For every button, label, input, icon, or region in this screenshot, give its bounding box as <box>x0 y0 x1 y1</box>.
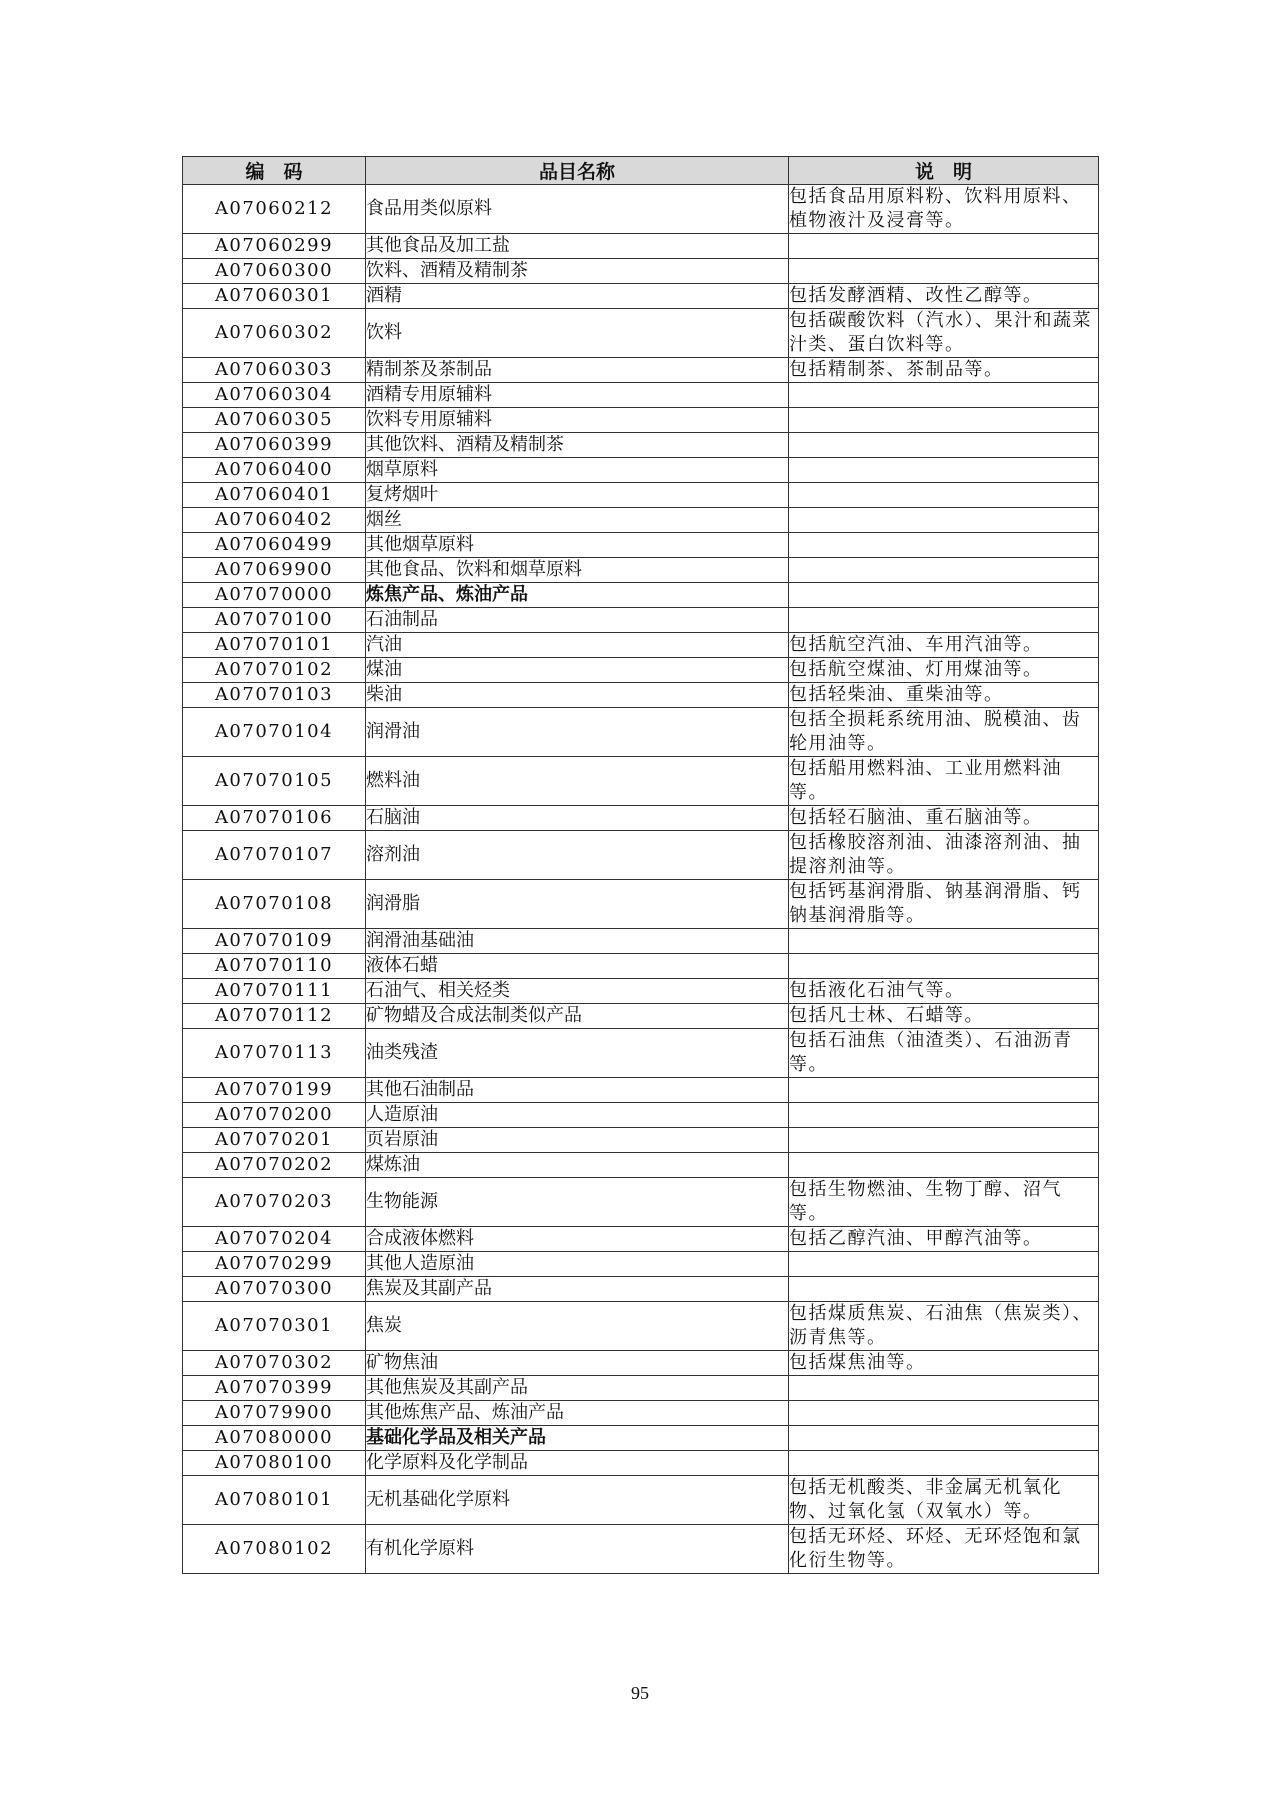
table-row <box>183 1525 1099 1574</box>
table-row <box>183 383 1099 408</box>
item-name-cell: 燃料油 <box>366 757 789 806</box>
item-code-cell: A07070202 <box>183 1153 366 1178</box>
item-description-cell <box>789 929 1099 954</box>
item-description-cell: 包括轻柴油、重柴油等。 <box>789 683 1099 708</box>
item-code-cell: A07070106 <box>183 806 366 831</box>
table-row <box>183 433 1099 458</box>
item-code-cell: A07070199 <box>183 1078 366 1103</box>
item-code-cell: A07070101 <box>183 633 366 658</box>
item-name-cell: 石脑油 <box>366 806 789 831</box>
item-code-cell: A07079900 <box>183 1401 366 1426</box>
item-code-cell: A07080000 <box>183 1426 366 1451</box>
item-description-cell: 包括精制茶、茶制品等。 <box>789 358 1099 383</box>
item-name-cell: 其他炼焦产品、炼油产品 <box>366 1401 789 1426</box>
table-row <box>183 1277 1099 1302</box>
item-description-cell: 包括煤焦油等。 <box>789 1351 1099 1376</box>
item-description-cell <box>789 608 1099 633</box>
header-code: 编 码 <box>183 157 366 185</box>
item-code-cell: A07070299 <box>183 1252 366 1277</box>
item-description-cell <box>789 1153 1099 1178</box>
item-description-cell: 包括无机酸类、非金属无机氧化物、过氧化氢（双氧水）等。 <box>789 1476 1099 1525</box>
item-code-cell: A07060402 <box>183 508 366 533</box>
catalog-table <box>182 156 1099 1574</box>
item-name-cell: 炼焦产品、炼油产品 <box>366 583 789 608</box>
item-description-cell: 包括凡士林、石蜡等。 <box>789 1004 1099 1029</box>
item-code-cell: A07070109 <box>183 929 366 954</box>
item-code-cell: A07060305 <box>183 408 366 433</box>
item-name-cell: 食品用类似原料 <box>366 185 789 234</box>
item-code-cell: A07070112 <box>183 1004 366 1029</box>
item-code-cell: A07070102 <box>183 658 366 683</box>
item-description-cell: 包括发酵酒精、改性乙醇等。 <box>789 284 1099 309</box>
item-name-cell: 其他石油制品 <box>366 1078 789 1103</box>
table-row <box>183 880 1099 929</box>
item-name-cell: 页岩原油 <box>366 1128 789 1153</box>
item-name-cell: 酒精 <box>366 284 789 309</box>
table-row <box>183 483 1099 508</box>
item-description-cell <box>789 954 1099 979</box>
item-code-cell: A07070105 <box>183 757 366 806</box>
item-code-cell: A07060303 <box>183 358 366 383</box>
item-description-cell <box>789 1451 1099 1476</box>
table-row <box>183 1153 1099 1178</box>
item-description-cell <box>789 583 1099 608</box>
item-code-cell: A07070111 <box>183 979 366 1004</box>
item-name-cell: 人造原油 <box>366 1103 789 1128</box>
item-description-cell <box>789 533 1099 558</box>
item-description-cell <box>789 1277 1099 1302</box>
item-code-cell: A07080101 <box>183 1476 366 1525</box>
item-description-cell: 包括橡胶溶剂油、油漆溶剂油、抽提溶剂油等。 <box>789 831 1099 880</box>
item-name-cell: 化学原料及化学制品 <box>366 1451 789 1476</box>
table-row <box>183 1178 1099 1227</box>
item-code-cell: A07070108 <box>183 880 366 929</box>
item-description-cell: 包括全损耗系统用油、脱模油、齿轮用油等。 <box>789 708 1099 757</box>
table-row <box>183 1426 1099 1451</box>
table-row <box>183 1004 1099 1029</box>
item-code-cell: A07070302 <box>183 1351 366 1376</box>
item-code-cell: A07070399 <box>183 1376 366 1401</box>
table-row <box>183 954 1099 979</box>
item-code-cell: A07060400 <box>183 458 366 483</box>
item-name-cell: 其他人造原油 <box>366 1252 789 1277</box>
item-name-cell: 酒精专用原辅料 <box>366 383 789 408</box>
item-code-cell: A07070000 <box>183 583 366 608</box>
table-row <box>183 583 1099 608</box>
item-name-cell: 润滑油基础油 <box>366 929 789 954</box>
item-name-cell: 煤油 <box>366 658 789 683</box>
table-row <box>183 358 1099 383</box>
table-row <box>183 1227 1099 1252</box>
table-header-row <box>183 157 1099 185</box>
item-name-cell: 精制茶及茶制品 <box>366 358 789 383</box>
table-row <box>183 979 1099 1004</box>
table-row <box>183 408 1099 433</box>
item-code-cell: A07070103 <box>183 683 366 708</box>
table-row <box>183 1476 1099 1525</box>
item-code-cell: A07070110 <box>183 954 366 979</box>
table-row <box>183 284 1099 309</box>
item-description-cell <box>789 1128 1099 1153</box>
item-description-cell <box>789 483 1099 508</box>
item-code-cell: A07080102 <box>183 1525 366 1574</box>
item-code-cell: A07070201 <box>183 1128 366 1153</box>
item-description-cell: 包括液化石油气等。 <box>789 979 1099 1004</box>
item-description-cell <box>789 433 1099 458</box>
table-row <box>183 1302 1099 1351</box>
item-code-cell: A07070107 <box>183 831 366 880</box>
item-name-cell: 石油气、相关烃类 <box>366 979 789 1004</box>
item-code-cell: A07070113 <box>183 1029 366 1078</box>
table-row <box>183 533 1099 558</box>
item-description-cell: 包括航空煤油、灯用煤油等。 <box>789 658 1099 683</box>
table-row <box>183 929 1099 954</box>
item-description-cell: 包括碳酸饮料（汽水）、果汁和蔬菜汁类、蛋白饮料等。 <box>789 309 1099 358</box>
item-code-cell: A07080100 <box>183 1451 366 1476</box>
page-number: 95 <box>631 1683 649 1703</box>
item-code-cell: A07060304 <box>183 383 366 408</box>
table-row <box>183 1351 1099 1376</box>
item-name-cell: 润滑油 <box>366 708 789 757</box>
item-code-cell: A07070100 <box>183 608 366 633</box>
item-code-cell: A07070200 <box>183 1103 366 1128</box>
item-code-cell: A07060212 <box>183 185 366 234</box>
table-row <box>183 658 1099 683</box>
item-code-cell: A07070203 <box>183 1178 366 1227</box>
item-code-cell: A07070301 <box>183 1302 366 1351</box>
item-description-cell: 包括钙基润滑脂、钠基润滑脂、钙钠基润滑脂等。 <box>789 880 1099 929</box>
item-name-cell: 饮料、酒精及精制茶 <box>366 259 789 284</box>
item-name-cell: 石油制品 <box>366 608 789 633</box>
item-name-cell: 汽油 <box>366 633 789 658</box>
table-row <box>183 608 1099 633</box>
item-code-cell: A07069900 <box>183 558 366 583</box>
item-name-cell: 无机基础化学原料 <box>366 1476 789 1525</box>
item-description-cell <box>789 1376 1099 1401</box>
item-description-cell <box>789 458 1099 483</box>
item-name-cell: 饮料专用原辅料 <box>366 408 789 433</box>
item-description-cell <box>789 558 1099 583</box>
item-description-cell <box>789 1252 1099 1277</box>
table-row <box>183 1103 1099 1128</box>
item-name-cell: 煤炼油 <box>366 1153 789 1178</box>
item-name-cell: 其他烟草原料 <box>366 533 789 558</box>
item-code-cell: A07060302 <box>183 309 366 358</box>
item-name-cell: 油类残渣 <box>366 1029 789 1078</box>
item-description-cell <box>789 259 1099 284</box>
item-name-cell: 溶剂油 <box>366 831 789 880</box>
table-row <box>183 1451 1099 1476</box>
header-description: 说 明 <box>789 157 1099 185</box>
item-description-cell: 包括煤质焦炭、石油焦（焦炭类）、沥青焦等。 <box>789 1302 1099 1351</box>
item-name-cell: 液体石蜡 <box>366 954 789 979</box>
item-description-cell: 包括船用燃料油、工业用燃料油等。 <box>789 757 1099 806</box>
table-row <box>183 1252 1099 1277</box>
item-name-cell: 复烤烟叶 <box>366 483 789 508</box>
item-name-cell: 饮料 <box>366 309 789 358</box>
item-description-cell: 包括石油焦（油渣类）、石油沥青等。 <box>789 1029 1099 1078</box>
table-row <box>183 185 1099 234</box>
item-code-cell: A07060301 <box>183 284 366 309</box>
item-name-cell: 矿物蜡及合成法制类似产品 <box>366 1004 789 1029</box>
item-code-cell: A07060399 <box>183 433 366 458</box>
item-description-cell: 包括无环烃、环烃、无环烃饱和氯化衍生物等。 <box>789 1525 1099 1574</box>
item-description-cell <box>789 1078 1099 1103</box>
table-body <box>183 185 1099 1574</box>
item-description-cell: 包括航空汽油、车用汽油等。 <box>789 633 1099 658</box>
table-row <box>183 1078 1099 1103</box>
item-name-cell: 焦炭及其副产品 <box>366 1277 789 1302</box>
table-row <box>183 633 1099 658</box>
item-description-cell <box>789 508 1099 533</box>
item-code-cell: A07060401 <box>183 483 366 508</box>
item-code-cell: A07070300 <box>183 1277 366 1302</box>
item-name-cell: 生物能源 <box>366 1178 789 1227</box>
item-name-cell: 润滑脂 <box>366 880 789 929</box>
item-description-cell <box>789 1426 1099 1451</box>
item-name-cell: 有机化学原料 <box>366 1525 789 1574</box>
item-code-cell: A07060300 <box>183 259 366 284</box>
item-name-cell: 其他饮料、酒精及精制茶 <box>366 433 789 458</box>
table-row <box>183 683 1099 708</box>
table-row <box>183 1401 1099 1426</box>
table-row <box>183 1376 1099 1401</box>
item-name-cell: 柴油 <box>366 683 789 708</box>
item-name-cell: 其他食品及加工盐 <box>366 234 789 259</box>
item-name-cell: 基础化学品及相关产品 <box>366 1426 789 1451</box>
item-name-cell: 烟草原料 <box>366 458 789 483</box>
table-row <box>183 309 1099 358</box>
item-name-cell: 其他焦炭及其副产品 <box>366 1376 789 1401</box>
table-row <box>183 558 1099 583</box>
item-description-cell <box>789 1103 1099 1128</box>
item-name-cell: 其他食品、饮料和烟草原料 <box>366 558 789 583</box>
item-name-cell: 烟丝 <box>366 508 789 533</box>
item-name-cell: 焦炭 <box>366 1302 789 1351</box>
table-row <box>183 831 1099 880</box>
table-row <box>183 806 1099 831</box>
table-row <box>183 1128 1099 1153</box>
item-description-cell <box>789 1401 1099 1426</box>
item-description-cell: 包括食品用原料粉、饮料用原料、植物液汁及浸膏等。 <box>789 185 1099 234</box>
item-description-cell: 包括生物燃油、生物丁醇、沼气等。 <box>789 1178 1099 1227</box>
item-name-cell: 合成液体燃料 <box>366 1227 789 1252</box>
item-code-cell: A07070104 <box>183 708 366 757</box>
table-row <box>183 1029 1099 1078</box>
table-row <box>183 708 1099 757</box>
item-description-cell: 包括乙醇汽油、甲醇汽油等。 <box>789 1227 1099 1252</box>
item-code-cell: A07060299 <box>183 234 366 259</box>
item-description-cell <box>789 234 1099 259</box>
table-row <box>183 757 1099 806</box>
item-description-cell <box>789 408 1099 433</box>
item-code-cell: A07070204 <box>183 1227 366 1252</box>
item-description-cell <box>789 383 1099 408</box>
item-description-cell: 包括轻石脑油、重石脑油等。 <box>789 806 1099 831</box>
item-code-cell: A07060499 <box>183 533 366 558</box>
table-row <box>183 234 1099 259</box>
table-row <box>183 458 1099 483</box>
item-name-cell: 矿物焦油 <box>366 1351 789 1376</box>
header-item-name: 品目名称 <box>366 157 789 185</box>
table-row <box>183 508 1099 533</box>
table-row <box>183 259 1099 284</box>
